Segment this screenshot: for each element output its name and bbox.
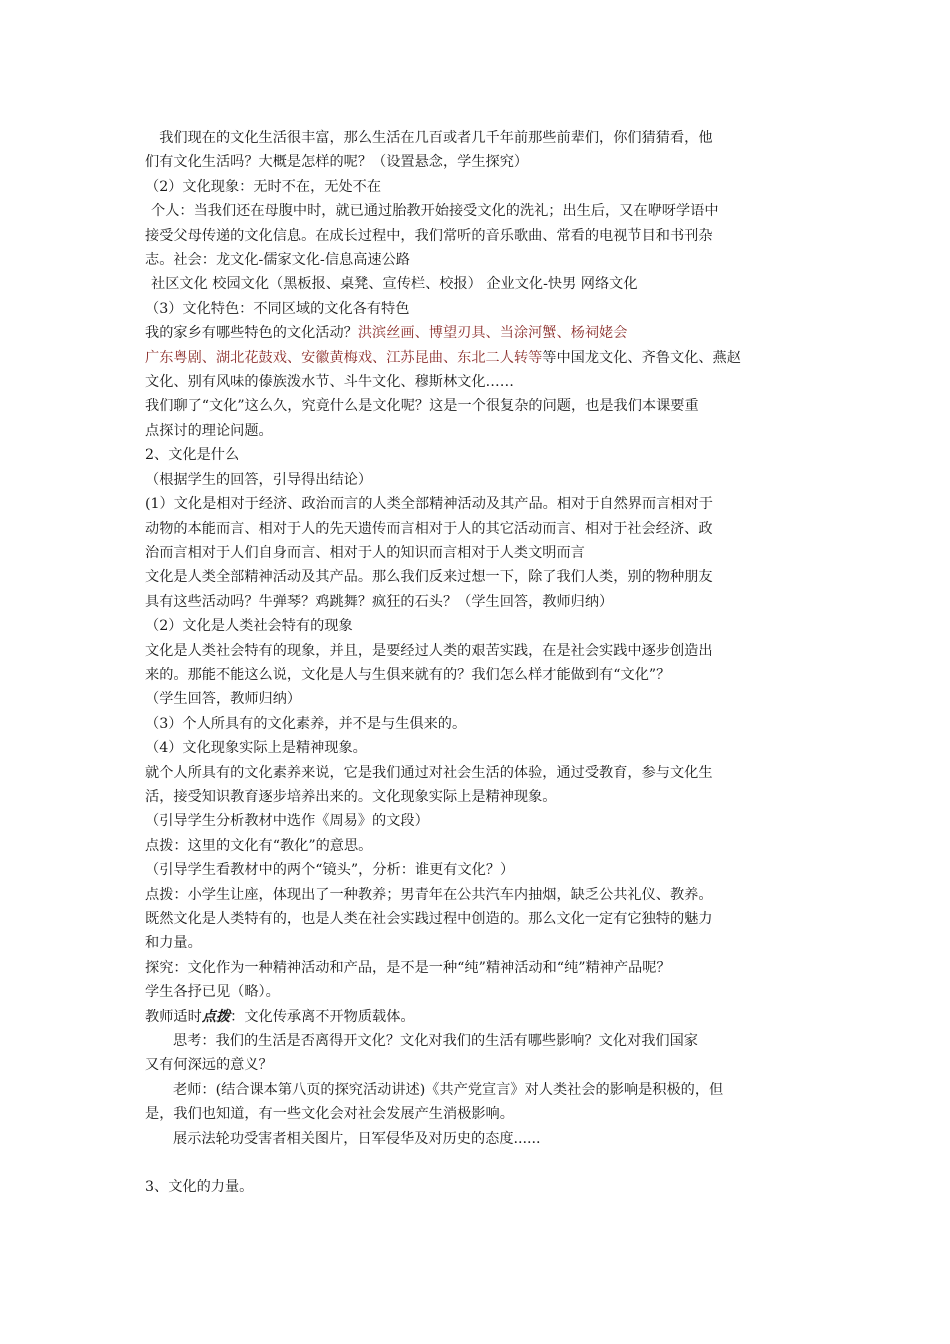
paragraph-line: 探究：文化作为一种精神活动和产品，是不是一种“纯”精神活动和“纯”精神产品呢？ [145,959,671,976]
document-body [145,126,810,1200]
paragraph-line: （学生回答，教师归纳） [145,691,302,708]
paragraph-line: 我们现在的文化生活很丰富，那么生活在几百或者几千年前那些前辈们，你们猜猜看，他 [145,130,713,146]
plain-text: ：文化传承离不开物质载体。 [230,1008,415,1025]
blank-line [145,1151,810,1175]
section-heading: 2、文化是什么 [145,447,240,464]
question-text: 我的家乡有哪些特色的文化活动？ [145,325,358,342]
paragraph-line: 和力量。 [145,935,202,952]
paragraph-line: 来的。那能不能这么说，文化是人与生俱来就有的？我们怎么样才能做到有“文化”？ [145,666,671,683]
section-heading: （4）文化现象实际上是精神现象。 [145,740,367,757]
paragraph-line: 个人：当我们还在母腹中时，就已通过胎教开始接受文化的洗礼；出生后，又在咿呀学语中 [151,203,719,220]
paragraph-line: （根据学生的回答，引导得出结论） [145,471,373,488]
paragraph-line: 展示法轮功受害者相关图片，日军侵华及对历史的态度...... [173,1130,541,1147]
paragraph-line: 活，接受知识教育逐步培养出来的。文化现象实际上是精神现象。 [145,788,557,805]
highlighted-text: 洪滨丝画、博望刃具、当涂河蟹、杨祠姥会 [357,325,628,342]
section-heading: （2）文化现象：无时不在，无处不在 [145,178,382,195]
paragraph-line: 是，我们也知道，有一些文化会对社会发展产生消极影响。 [145,1106,514,1123]
paragraph-line: 点拨：小学生让座，体现出了一种教养；男青年在公共汽车内抽烟，缺乏公共礼仪、教养。 [145,886,713,903]
paragraph-line [145,1005,810,1029]
plain-text: 教师适时 [145,1008,202,1025]
paragraph-line: 接受父母传递的文化信息。在成长过程中，我们常听的音乐歌曲、常看的电视节目和书刊杂 [145,227,713,244]
paragraph-line: 点探讨的理论问题。 [145,422,273,439]
paragraph-line: 志。社会：龙文化-儒家文化-信息高速公路 [145,252,410,269]
paragraph-line: 老师：(结合课本第八页的探究活动讲述)《共产党宣言》对人类社会的影响是积极的，但 [173,1081,724,1098]
paragraph-line: 思考：我们的生活是否离得开文化？文化对我们的生活有哪些影响？文化对我们国家 [173,1033,698,1050]
section-heading: （3）文化特色：不同区域的文化各有特色 [145,300,410,317]
paragraph-line: 我们聊了“文化”这么久，究竟什么是文化呢？这是一个很复杂的问题，也是我们本课要重 [145,398,699,415]
paragraph-line: （引导学生分析教材中选作《周易》的文段） [145,813,429,830]
section-heading: 3、文化的力量。 [145,1179,254,1196]
paragraph-line: （引导学生看教材中的两个“镜头”，分析：谁更有文化？） [145,862,515,879]
section-heading: （2）文化是人类社会特有的现象 [145,618,353,635]
paragraph-line: 社区文化 校园文化（黑板报、桌凳、宣传栏、校报） 企业文化-快男 网络文化 [151,276,638,293]
emphasis-text: 点拨 [201,1008,231,1025]
paragraph-line [145,321,810,345]
paragraph-line: 治而言相对于人们自身而言、相对于人的知识而言相对于人类文明而言 [145,544,585,561]
paragraph-line: (1）文化是相对于经济、政治而言的人类全部精神活动及其产品。相对于自然界而言相对于 [145,496,713,513]
paragraph-line: 学生各抒已见（略）。 [145,984,280,1001]
paragraph-line: 具有这些活动吗？牛弹琴？鸡跳舞？疯狂的石头？（学生回答，教师归纳） [145,593,614,610]
paragraph-line: 文化是人类社会特有的现象，并且，是要经过人类的艰苦实践，在是社会实践中逐步创造出 [145,642,713,659]
paragraph-line: 们有文化生活吗？大概是怎样的呢？（设置悬念，学生探究） [145,154,529,171]
paragraph-line: 文化、别有风味的傣族泼水节、斗牛文化、穆斯林文化…… [145,374,514,391]
paragraph-line [145,346,810,370]
paragraph-line: 既然文化是人类特有的，也是人类在社会实践过程中创造的。那么文化一定有它独特的魅力 [145,911,713,927]
highlighted-text: 广东粤剧、湖北花鼓戏、安徽黄梅戏、江苏昆曲、东北二人转等 [145,349,543,366]
paragraph-line: 点拨：这里的文化有“教化”的意思。 [145,837,373,854]
paragraph-line: 就个人所具有的文化素养来说，它是我们通过对社会生活的体验，通过受教育，参与文化生 [145,764,713,781]
section-heading: （3）个人所具有的文化素养，并不是与生俱来的。 [145,715,467,732]
paragraph-line: 动物的本能而言、相对于人的先天遗传而言相对于人的其它活动而言、相对于社会经济、政 [145,520,713,537]
paragraph-line: 文化是人类全部精神活动及其产品。那么我们反来过想一下，除了我们人类，别的物种朋友 [145,569,713,586]
paragraph-line: 又有何深远的意义？ [145,1057,273,1074]
plain-text: 等中国龙文化、齐鲁文化、燕赵 [542,349,741,366]
